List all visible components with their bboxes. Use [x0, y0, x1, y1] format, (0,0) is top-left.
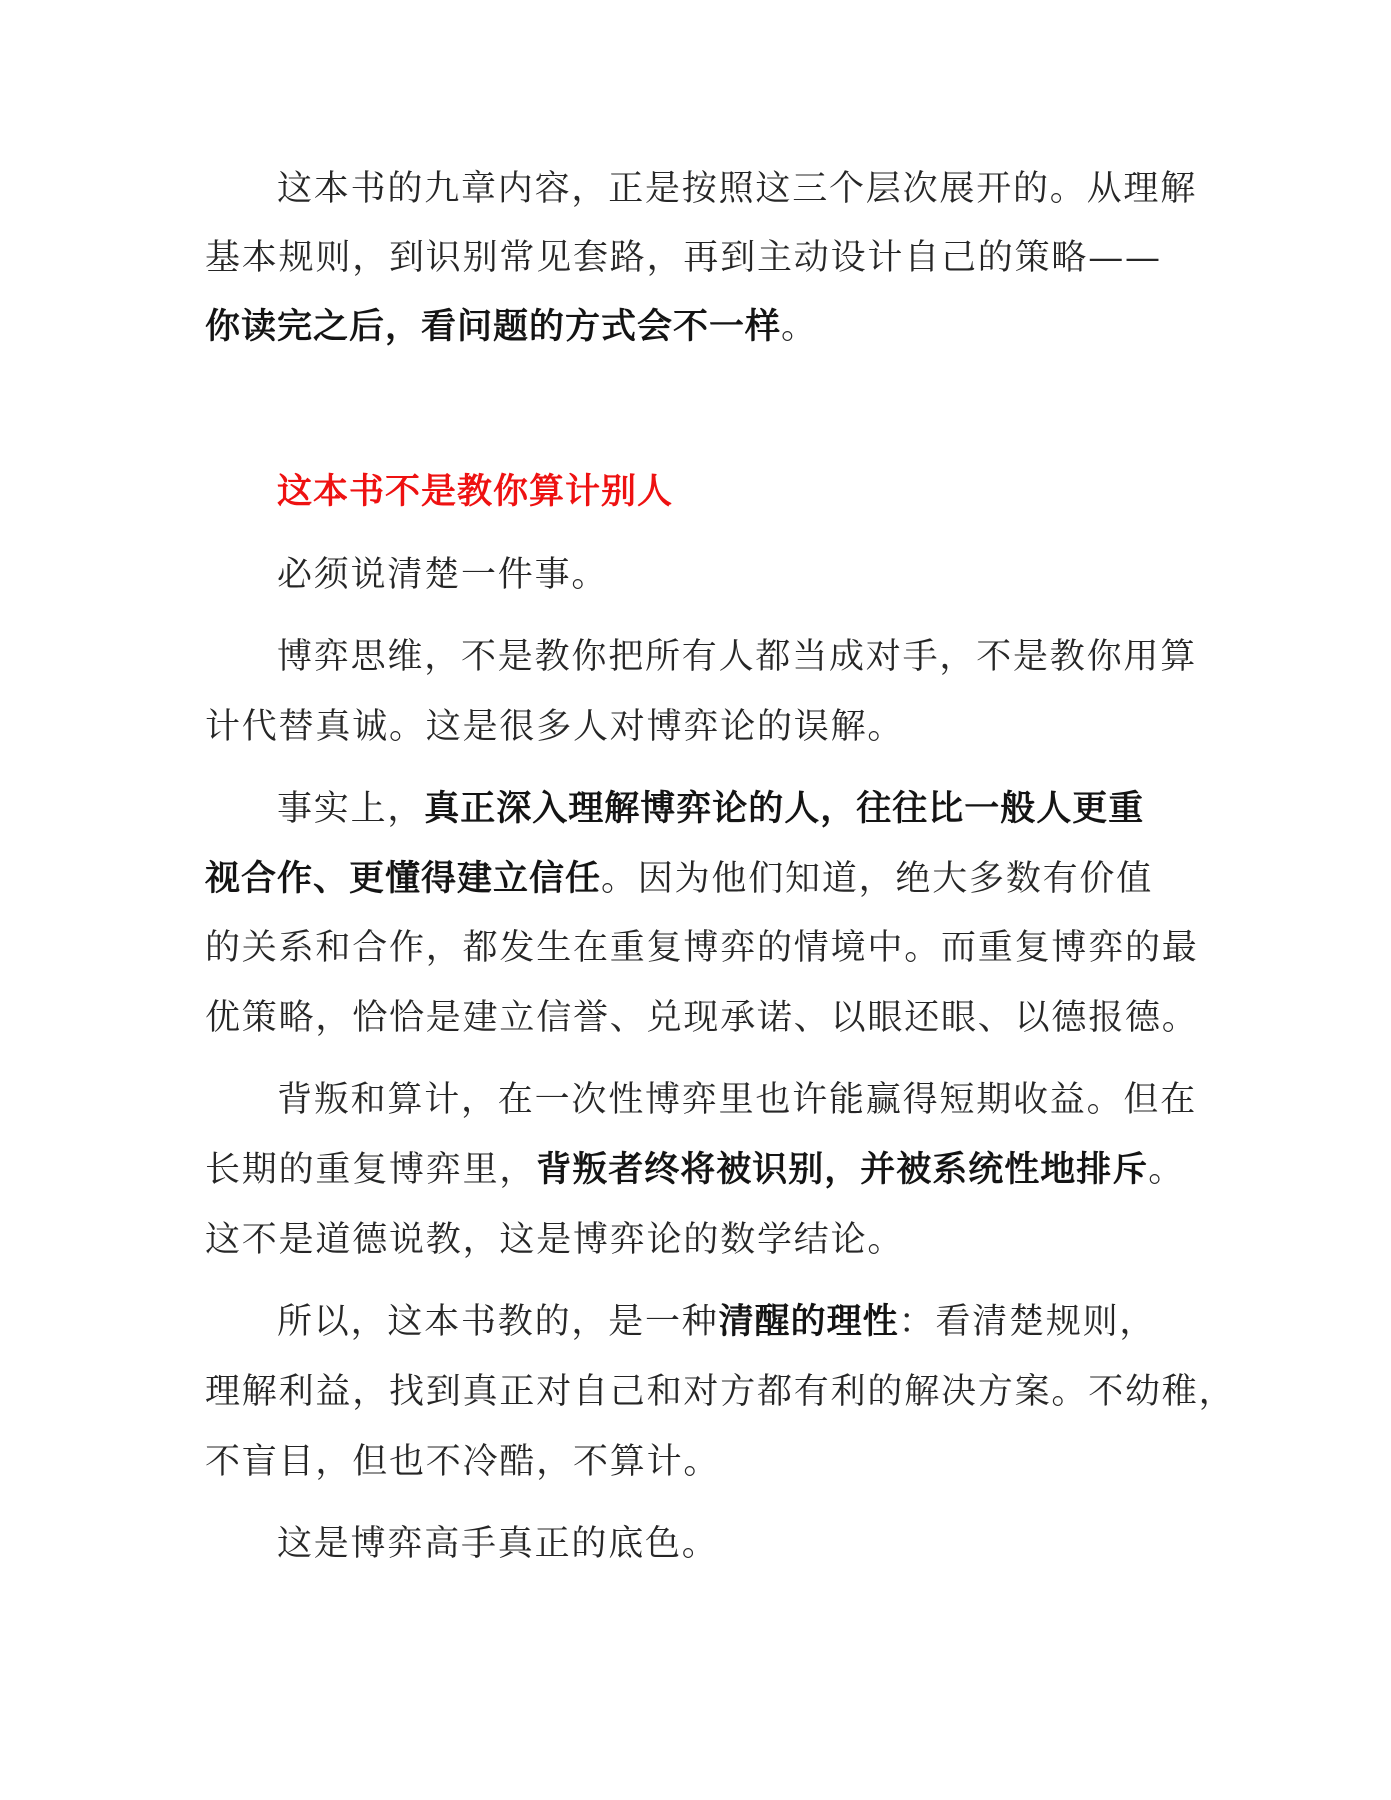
paragraph-1-line-2 [205, 236, 1162, 280]
text: 优策略，恰恰是建立信誉、兑现承诺、以眼还眼、以德报德。 [205, 998, 1199, 1038]
paragraph-3-line-2 [205, 705, 904, 749]
bold-text: 背叛者终将被识别，并被系统性地排斥 [536, 1150, 1149, 1190]
paragraph-6-line-3 [205, 1440, 720, 1484]
paragraph-5-line-2 [205, 1148, 1185, 1192]
text: ：看清楚规则， [898, 1302, 1157, 1342]
text: 这本书的九章内容，正是按照这三个层次展开的。从理解 [277, 169, 1198, 209]
text: 的关系和合作，都发生在重复博弈的情境中。而重复博弈的最 [205, 928, 1199, 968]
paragraph-1-line-3 [205, 305, 818, 349]
paragraph-1-line-1 [277, 167, 1197, 211]
paragraph-5-line-3 [205, 1218, 904, 1262]
text: 必须说清楚一件事。 [277, 555, 609, 595]
text: 所以，这本书教的，是一种 [277, 1302, 719, 1342]
bold-text: 你读完之后，看问题的方式会不一样 [205, 307, 782, 347]
paragraph-6-line-2 [205, 1370, 1235, 1414]
text: 基本规则，到识别常见套路，再到主动设计自己的策略—— [205, 238, 1162, 278]
bold-text: 视合作、更懂得建立信任 [205, 859, 602, 899]
text: 博弈思维，不是教你把所有人都当成对手，不是教你用算 [277, 637, 1198, 677]
text: 。 [781, 307, 818, 347]
text: 事实上， [277, 789, 425, 829]
paragraph-2-line-1 [277, 553, 608, 597]
text: 背叛和算计，在一次性博弈里也许能赢得短期收益。但在 [277, 1080, 1198, 1120]
text: 。 [1148, 1150, 1186, 1190]
paragraph-7-line-1 [277, 1522, 719, 1566]
paragraph-6-line-1 [277, 1300, 1156, 1344]
text: 。因为他们知道，绝大多数有价值 [601, 859, 1154, 899]
paragraph-3-line-1 [277, 635, 1197, 679]
text: 这是博弈高手真正的底色。 [277, 1524, 719, 1564]
text: 长期的重复博弈里， [205, 1150, 537, 1190]
text: 计代替真诚。这是很多人对博弈论的误解。 [205, 707, 905, 747]
bold-text: 真正深入理解博弈论的人，往往比一般人更重 [424, 789, 1145, 829]
paragraph-4-line-2 [205, 857, 1153, 901]
text: 不盲目，但也不冷酷，不算计。 [205, 1442, 721, 1482]
paragraph-4-line-3 [205, 926, 1199, 970]
paragraph-4-line-1 [277, 787, 1144, 831]
document-page [205, 0, 1236, 1800]
paragraph-4-line-4 [205, 996, 1199, 1040]
paragraph-5-line-1 [277, 1078, 1197, 1122]
text: 这不是道德说教，这是博弈论的数学结论。 [205, 1220, 905, 1260]
bold-text: 清醒的理性 [718, 1302, 899, 1342]
section-heading: 这本书不是教你算计别人 [277, 472, 674, 512]
text: 理解利益，找到真正对自己和对方都有利的解决方案。不幼稚， [205, 1372, 1236, 1412]
